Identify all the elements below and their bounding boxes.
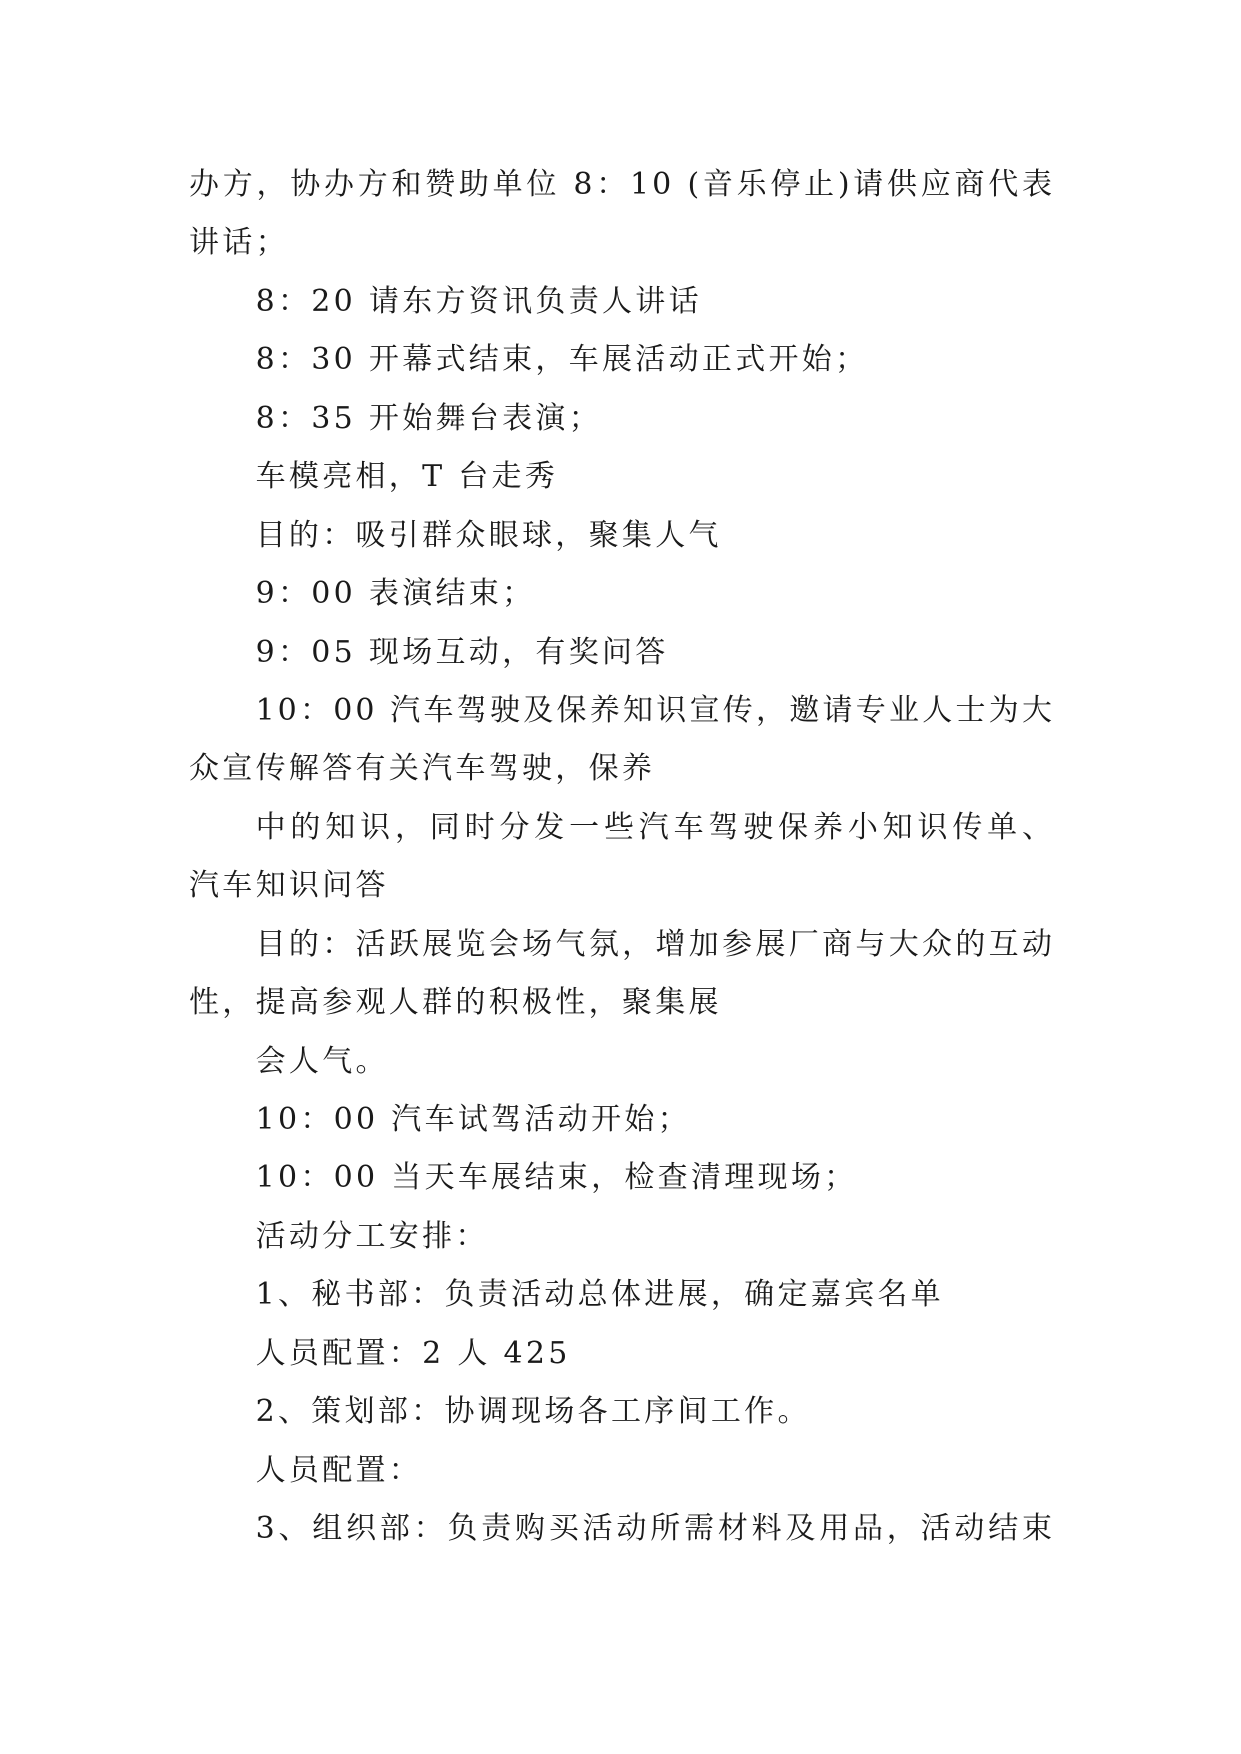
- text-line: 8：35 开始舞台表演；: [255, 400, 602, 436]
- text-line: 9：05 现场互动，有奖问答: [255, 634, 669, 670]
- text-line: 人员配置：: [255, 1452, 423, 1488]
- text-line: 目的：活跃展览会场气氛，增加参展厂商与大众的互动: [255, 926, 1055, 962]
- text-line: 10：00 当天车展结束，检查清理现场；: [255, 1160, 858, 1196]
- text-line: 中的知识，同时分发一些汽车驾驶保养小知识传单、: [255, 809, 1055, 845]
- document-body: [189, 156, 1055, 1559]
- text-line: 目的：吸引群众眼球，聚集人气: [255, 517, 722, 553]
- text-line: 8：20 请东方资讯负责人讲话: [255, 283, 702, 319]
- text-line: 8：30 开幕式结束，车展活动正式开始；: [255, 342, 869, 378]
- text-line: 人员配置：2 人 425: [255, 1335, 571, 1371]
- text-line: 众宣传解答有关汽车驾驶，保养: [189, 751, 656, 787]
- text-line: 1、秘书部：负责活动总体进展，确定嘉宾名单: [255, 1277, 944, 1313]
- text-line: 汽车知识问答: [189, 868, 389, 904]
- text-line: 活动分工安排：: [255, 1218, 489, 1254]
- text-line: 性，提高参观人群的积极性，聚集展: [189, 985, 722, 1021]
- text-line: 会人气。: [255, 1043, 389, 1079]
- text-line: 车模亮相，T 台走秀: [255, 459, 559, 495]
- text-line: 10：00 汽车试驾活动开始；: [255, 1102, 691, 1137]
- text-line: 10：00 汽车驾驶及保养知识宣传，邀请专业人士为大: [255, 692, 1055, 728]
- text-line: 办方，协办方和赞助单位 8：10 (音乐停止)请供应商代表: [189, 167, 1055, 202]
- text-line: 9：00 表演结束；: [255, 576, 536, 612]
- text-line: 讲话；: [189, 225, 289, 261]
- text-line: 3、组织部：负责购买活动所需材料及用品，活动结束: [255, 1511, 1055, 1547]
- text-line: 2、策划部：协调现场各工序间工作。: [255, 1394, 811, 1430]
